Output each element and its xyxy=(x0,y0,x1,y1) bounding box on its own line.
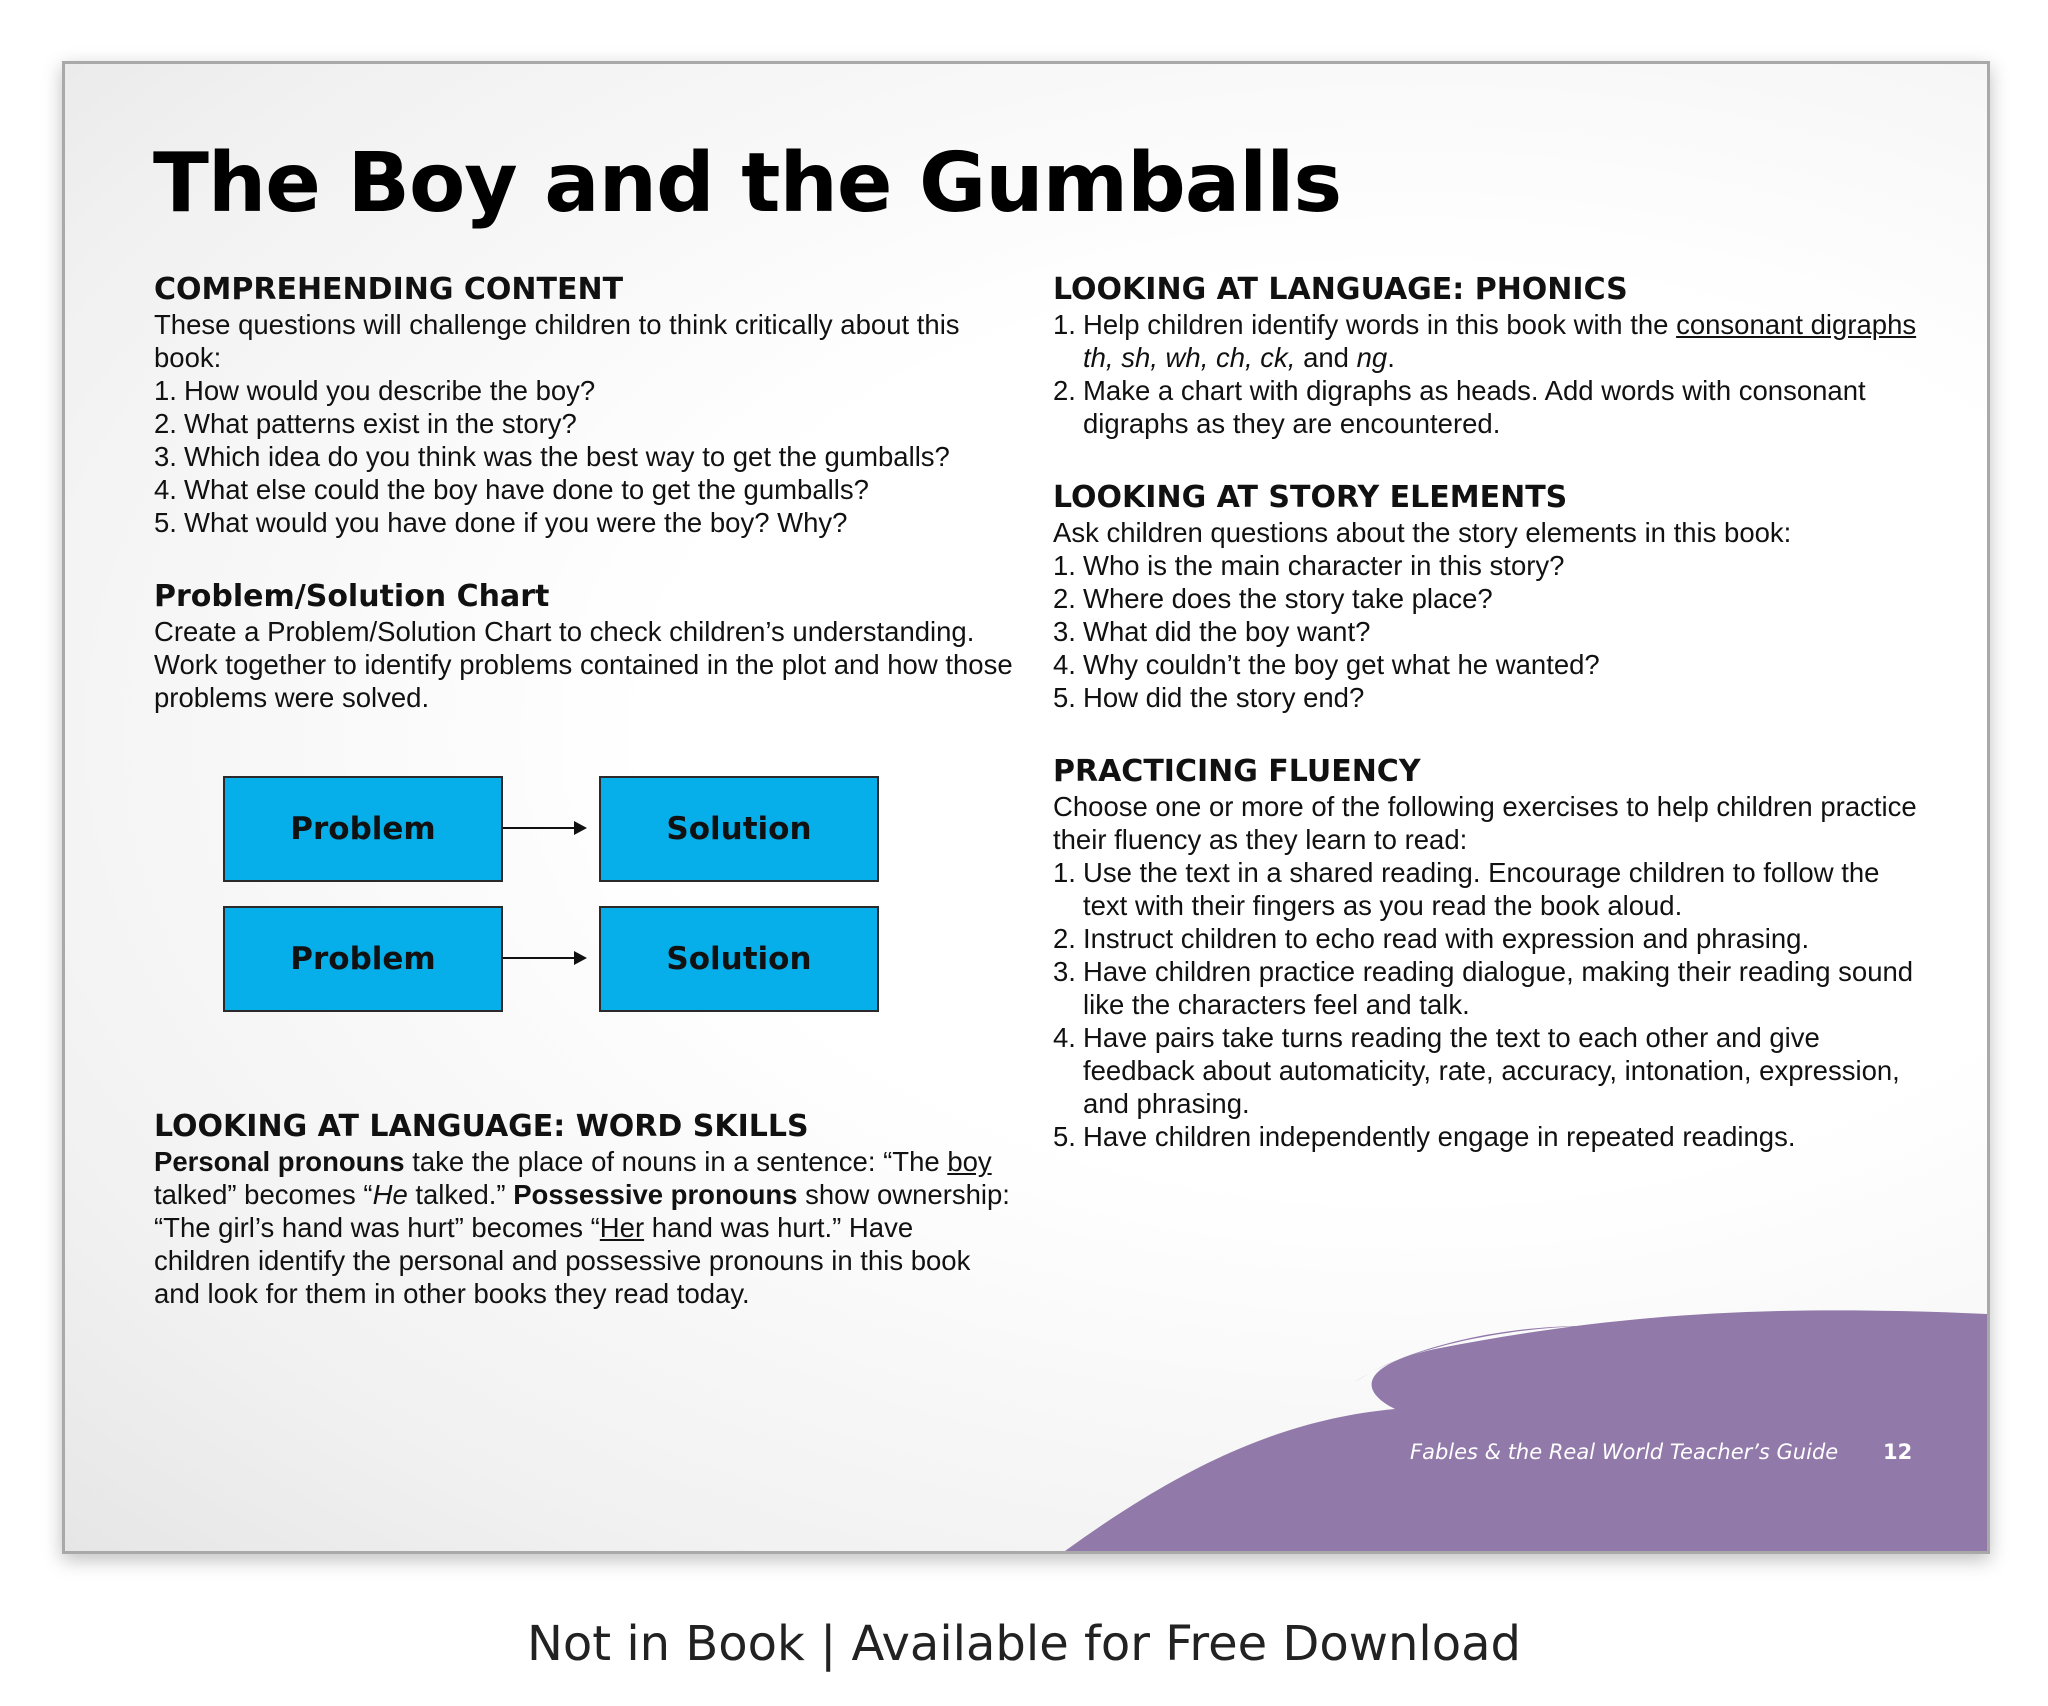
list-item: 4. Have pairs take turns reading the text to each other and give feedback about automaticity, rate, accuracy, intonation, expression, and phrasing. xyxy=(1053,1022,1900,1119)
list-item: 2. Instruct children to echo read with expression and phrasing. xyxy=(1053,923,1810,954)
problem-solution-chart xyxy=(223,776,903,1036)
list-item: 5. Have children independently engage in repeated readings. xyxy=(1053,1121,1796,1152)
problem-box: Problem xyxy=(223,776,503,882)
solution-box: Solution xyxy=(599,906,879,1012)
arrow-icon xyxy=(503,957,585,959)
fluency-intro: Choose one or more of the following exercises to help children practice their fluency as they learn to read: xyxy=(1053,791,1917,855)
list-item: 3. Which idea do you think was the best way to get the gumballs? xyxy=(154,441,950,472)
list-item: 2. Make a chart with digraphs as heads. Add words with consonant digraphs as they are encountered. xyxy=(1053,375,1866,439)
problem-solution-heading: Problem/Solution Chart xyxy=(154,579,550,614)
left-column xyxy=(154,272,1014,754)
page-title: The Boy and the Gumballs xyxy=(153,136,1342,231)
story-elements-intro: Ask children questions about the story elements in this book: xyxy=(1053,517,1792,548)
comprehending-list xyxy=(154,374,1014,539)
problem-solution-text: Create a Problem/Solution Chart to check children’s understanding. Work together to identify problems contained in the plot and how those problems were solved. xyxy=(154,616,1013,713)
solution-box: Solution xyxy=(599,776,879,882)
problem-solution-section xyxy=(154,579,1014,714)
fluency-section xyxy=(1053,754,1923,1153)
list-item: 4. Why couldn’t the boy get what he wanted? xyxy=(1053,649,1600,680)
right-column xyxy=(1053,272,1923,1193)
arrow-icon xyxy=(503,827,585,829)
problem-box: Problem xyxy=(223,906,503,1012)
story-elements-section xyxy=(1053,480,1923,714)
comprehending-intro: These questions will challenge children to think critically about this book: xyxy=(154,309,960,373)
word-skills-section xyxy=(154,1109,1014,1310)
list-item: 5. What would you have done if you were the boy? Why? xyxy=(154,507,848,538)
fluency-heading: PRACTICING FLUENCY xyxy=(1053,754,1421,789)
comprehending-section xyxy=(154,272,1014,539)
word-skills-text: Personal pronouns take the place of nouns in a sentence: “The boy talked” becomes “He talked.” Possessive pronouns show ownership: “The girl’s hand was hurt” becomes “Her hand was hurt.” Have children identify the personal and possessive pronouns in this book and look for them in other books they read today. xyxy=(154,1146,1010,1309)
list-item: 1. Who is the main character in this story? xyxy=(1053,550,1565,581)
list-item: 1. How would you describe the boy? xyxy=(154,375,596,406)
list-item: 2. What patterns exist in the story? xyxy=(154,408,577,439)
list-item: 3. Have children practice reading dialogue, making their reading sound like the characters feel and talk. xyxy=(1053,956,1914,1020)
list-item: 1. Use the text in a shared reading. Encourage children to follow the text with their fingers as you read the book aloud. xyxy=(1053,857,1880,921)
download-caption: Not in Book | Available for Free Download xyxy=(526,1616,1521,1672)
phonics-section xyxy=(1053,272,1923,440)
word-skills-heading: LOOKING AT LANGUAGE: WORD SKILLS xyxy=(154,1109,809,1144)
list-item: 3. What did the boy want? xyxy=(1053,616,1371,647)
list-item: 2. Where does the story take place? xyxy=(1053,583,1493,614)
footer-guide-title: Fables & the Real World Teacher’s Guide xyxy=(1410,1440,1839,1464)
list-item: 5. How did the story end? xyxy=(1053,682,1365,713)
comprehending-heading: COMPREHENDING CONTENT xyxy=(154,272,624,307)
fluency-list xyxy=(1053,856,1923,1153)
page xyxy=(62,61,1990,1554)
story-elements-heading: LOOKING AT STORY ELEMENTS xyxy=(1053,480,1568,515)
page-number: 12 xyxy=(1883,1440,1913,1464)
phonics-heading: LOOKING AT LANGUAGE: PHONICS xyxy=(1053,272,1628,307)
list-item: 1. Help children identify words in this book with the consonant digraphs th, sh, wh, ch, ck, and ng. xyxy=(1053,309,1917,373)
list-item: 4. What else could the boy have done to get the gumballs? xyxy=(154,474,869,505)
story-elements-list xyxy=(1053,549,1923,714)
phonics-list xyxy=(1053,308,1923,440)
